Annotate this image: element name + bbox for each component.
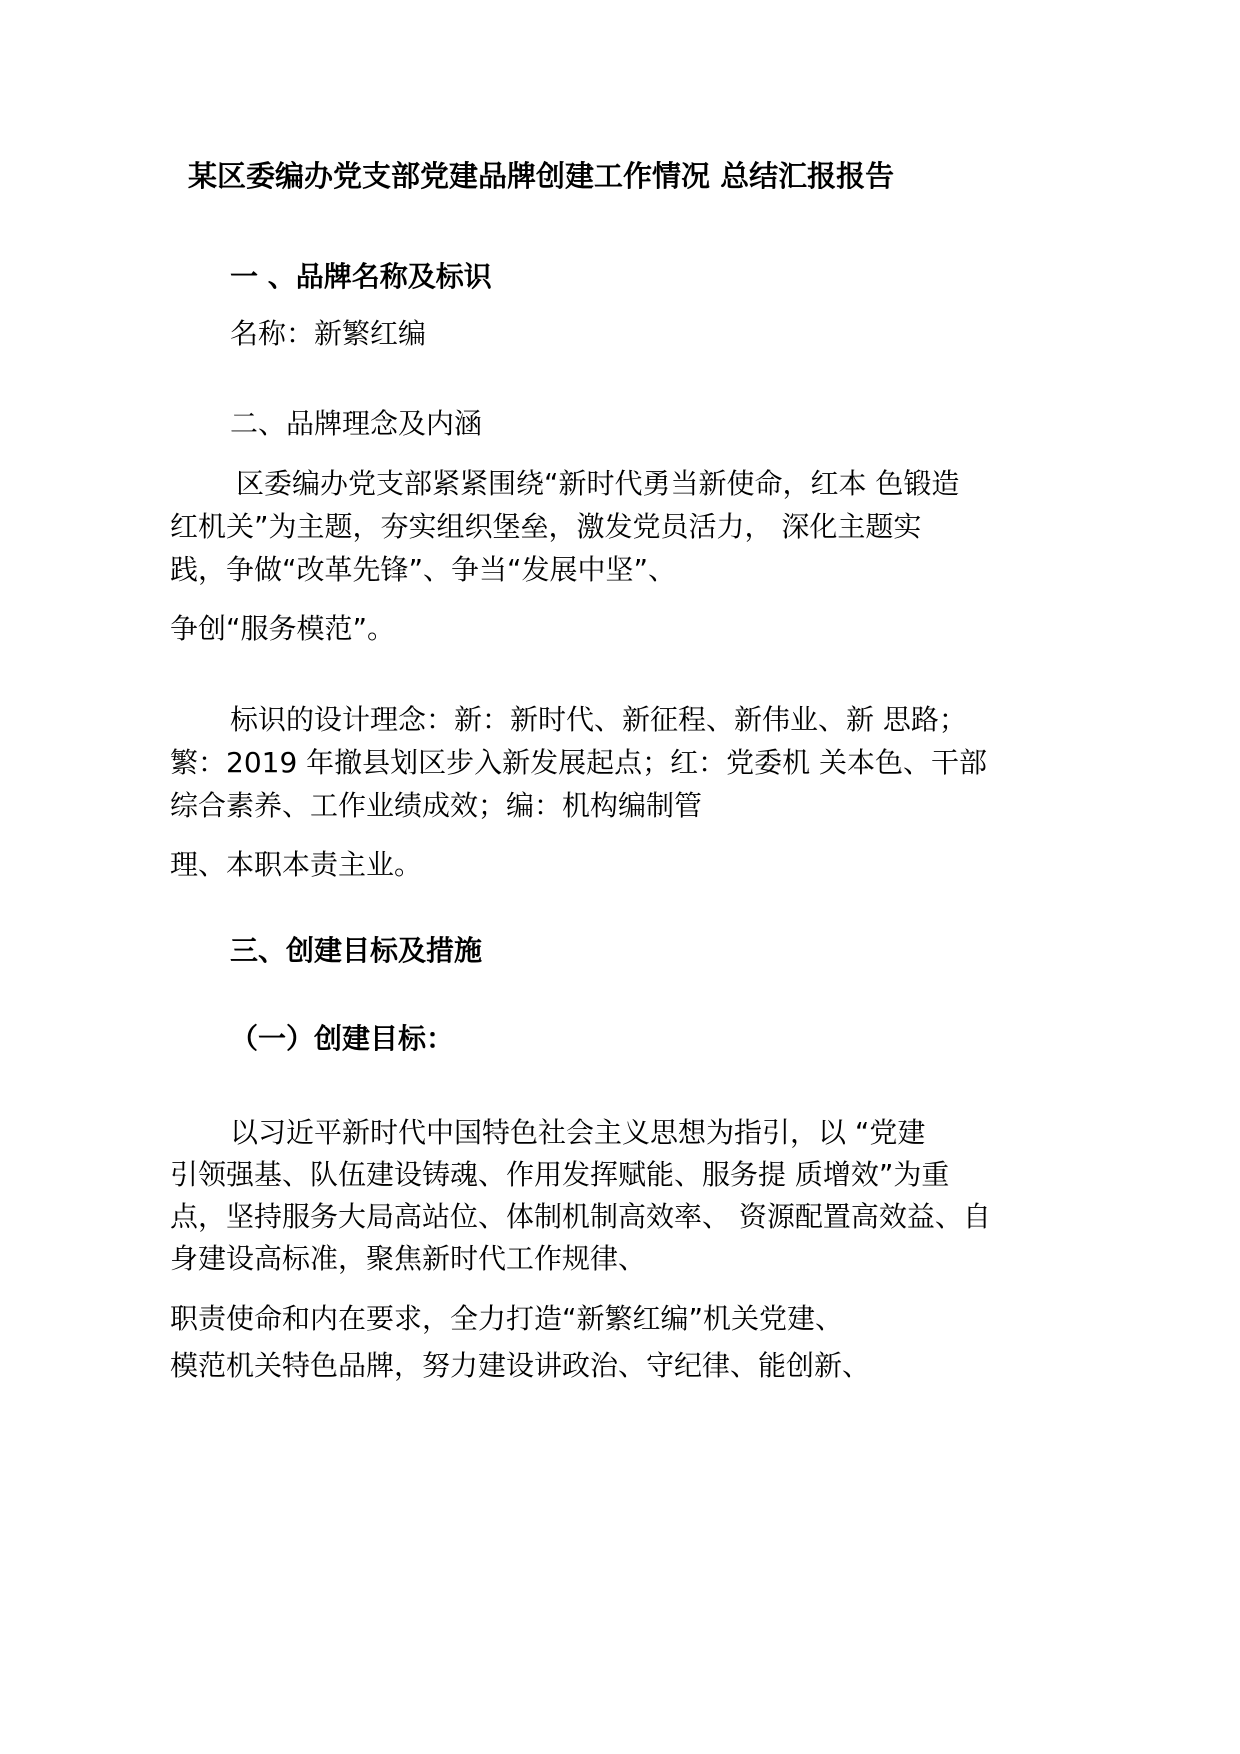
section-2-para-2-line-4: 理、本职本责主业。 [170, 848, 423, 881]
section-3-para-2-line-2: 模范机关特色品牌，努力建设讲政治、守纪律、能创新、 [170, 1349, 871, 1382]
document-title: 某区委编办党支部党建品牌创建工作情况 总结汇报报告 [188, 159, 895, 193]
section-3-subheading: （一）创建目标： [230, 1022, 455, 1055]
section-2-heading: 二、品牌理念及内涵 [230, 407, 483, 440]
section-3-heading: 三、创建目标及措施 [230, 934, 483, 967]
section-2-para-2-line-2: 繁：2019 年撤县划区步入新发展起点；红：党委机 关本色、干部 [170, 746, 988, 779]
section-3-para-1-line-1: 以习近平新时代中国特色社会主义思想为指引，以 “党建 [230, 1116, 926, 1149]
section-2-para-1-line-4: 争创“服务模范”。 [170, 612, 396, 645]
brand-name-line: 名称：新繁红编 [230, 317, 427, 350]
section-2-para-2-line-1: 标识的设计理念：新：新时代、新征程、新伟业、新 思路； [230, 703, 967, 736]
section-3-para-1-line-2: 引领强基、队伍建设铸魂、作用发挥赋能、服务提 质增效”为重 [170, 1158, 950, 1191]
section-3-para-1-line-3: 点，坚持服务大局高站位、体制机制高效率、 资源配置高效益、自 [170, 1200, 991, 1233]
section-3-para-2-line-1: 职责使命和内在要求，全力打造“新繁红编”机关党建、 [170, 1302, 844, 1335]
section-1-heading: 一 、品牌名称及标识 [230, 260, 492, 293]
section-2-para-2-line-3: 综合素养、工作业绩成效；编：机构编制管 [170, 789, 703, 822]
section-2-para-1-line-3: 践，争做“改革先锋”、争当“发展中坚”、 [170, 553, 677, 586]
section-2-para-1-line-2: 红机关”为主题，夯实组织堡垒，激发党员活力， 深化主题实 [170, 510, 922, 543]
section-3-para-1-line-4: 身建设高标准，聚焦新时代工作规律、 [170, 1242, 647, 1275]
section-2-para-1-line-1: 区委编办党支部紧紧围绕“新时代勇当新使命，红本 色锻造 [236, 467, 960, 500]
